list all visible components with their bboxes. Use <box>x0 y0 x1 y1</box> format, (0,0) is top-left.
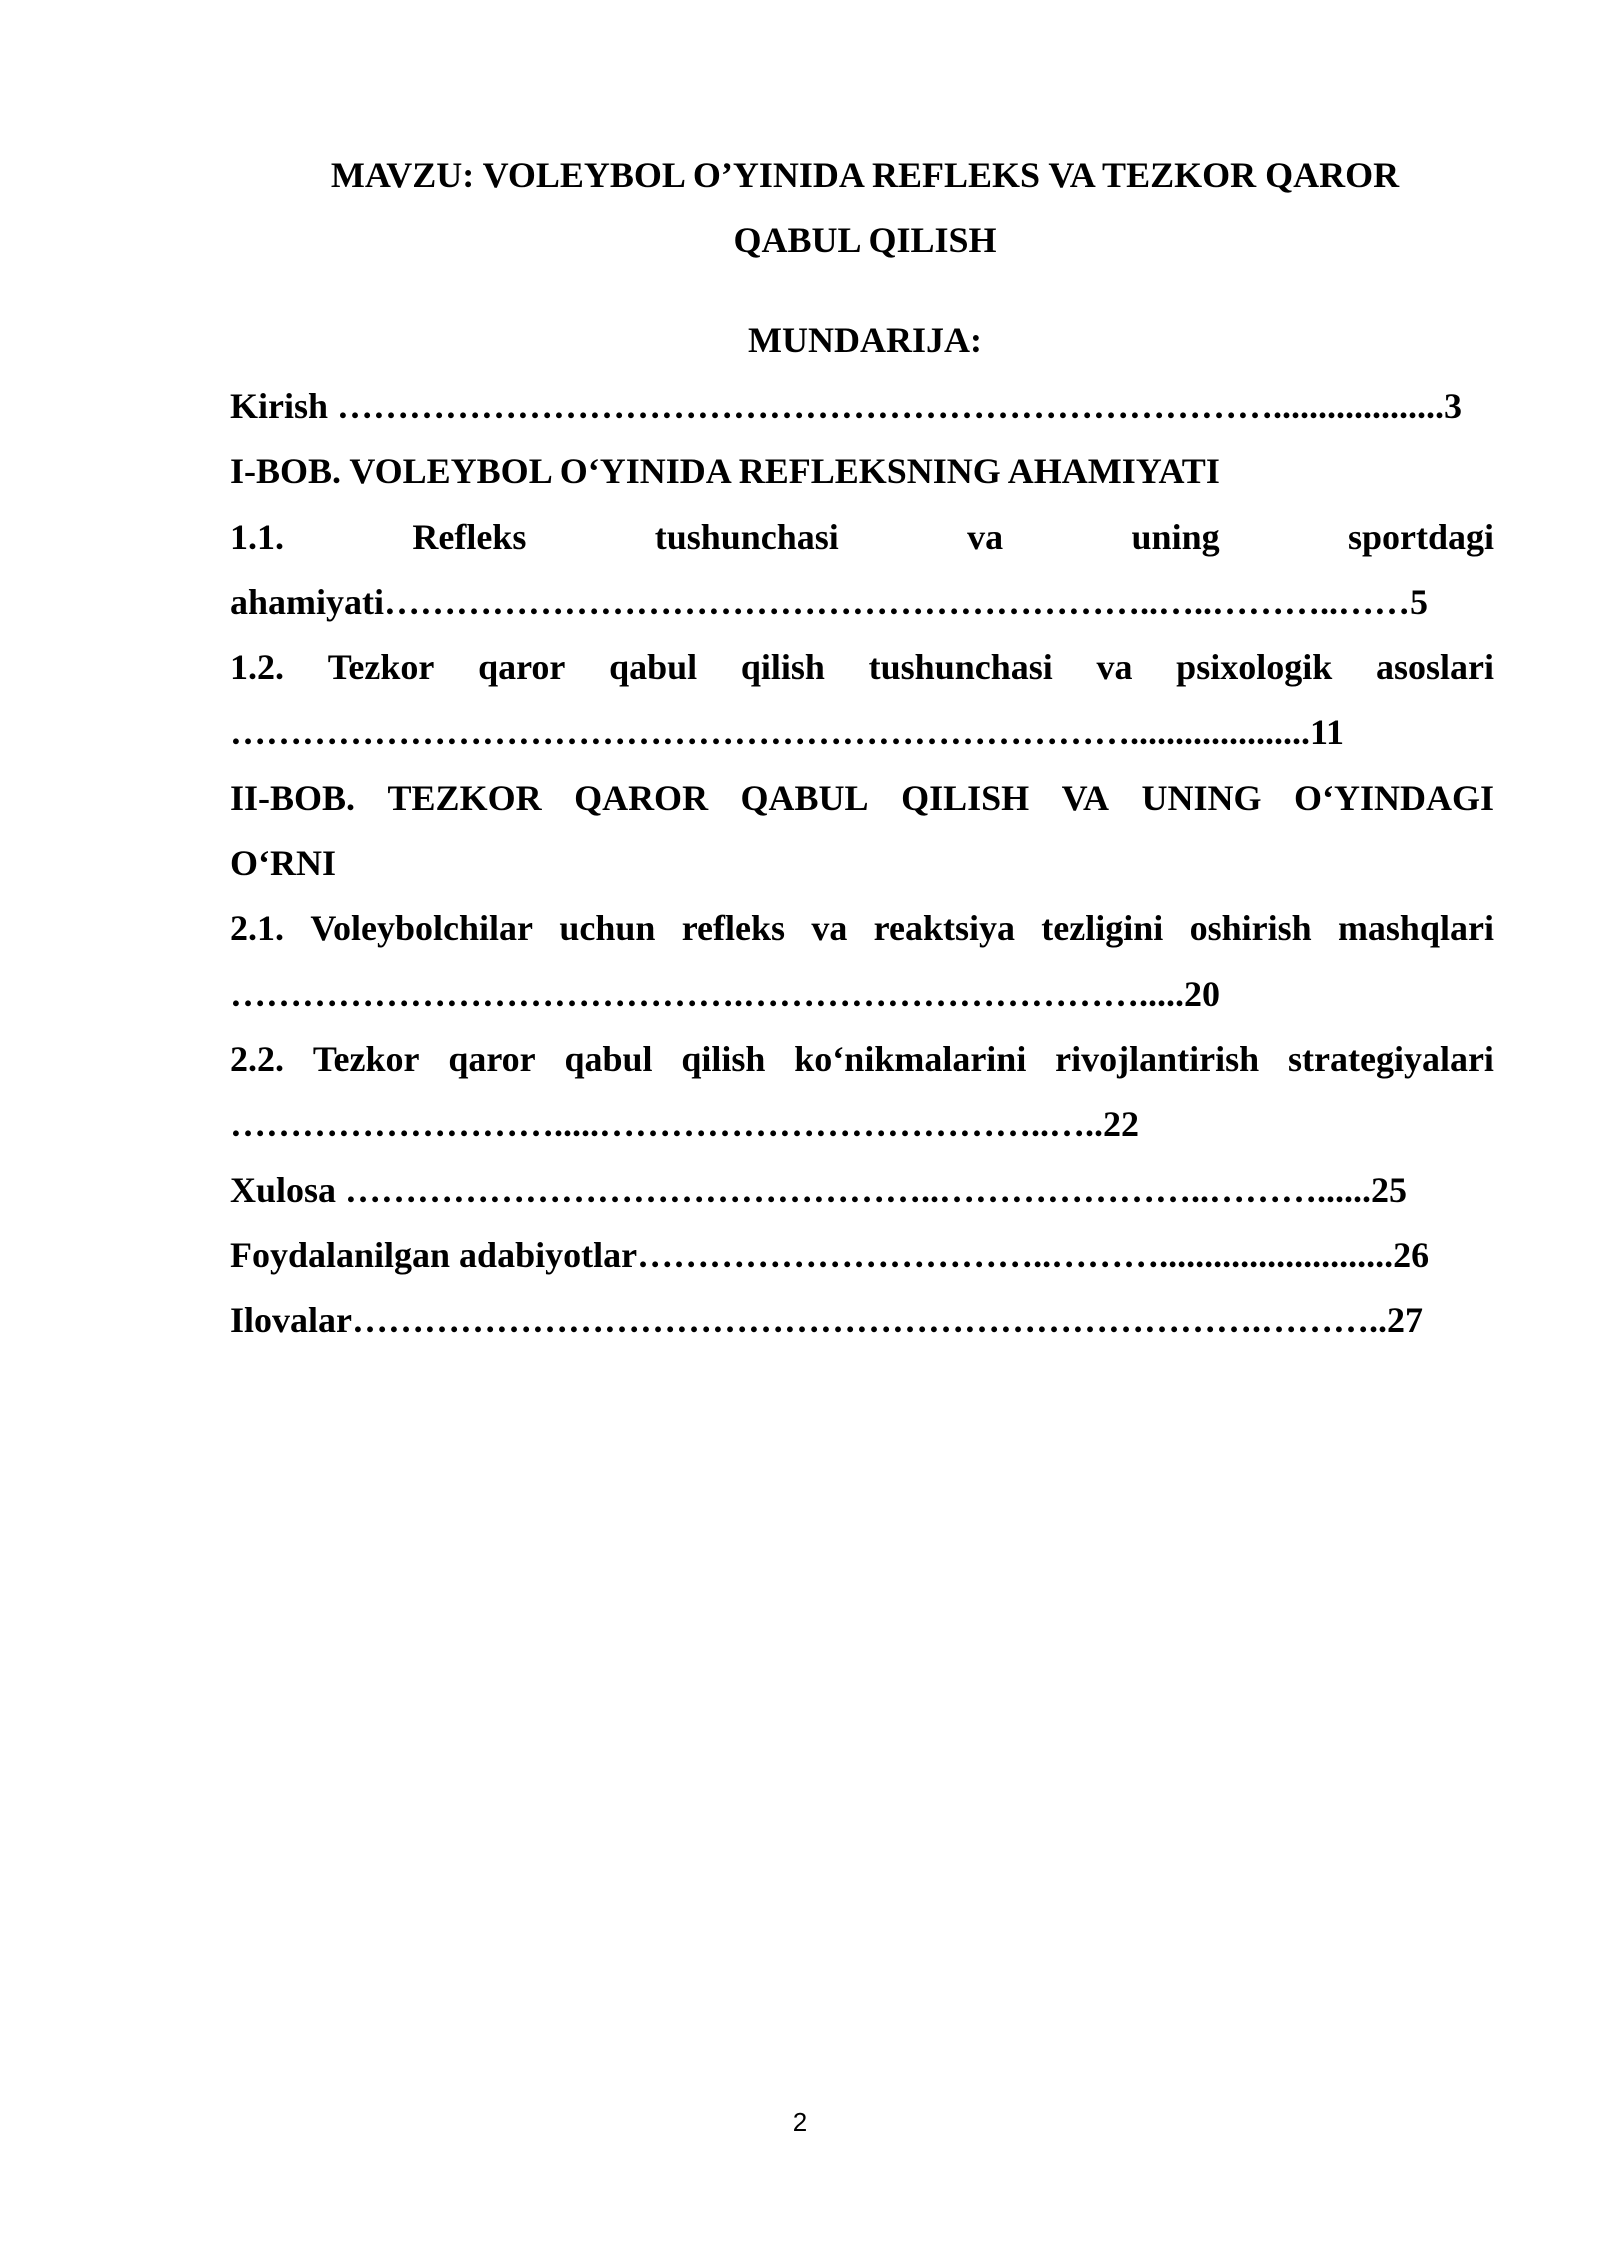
toc-word: 2.2. <box>230 1038 284 1079</box>
toc-word: tezligini <box>1041 908 1164 949</box>
toc-word: refleks <box>681 908 786 949</box>
toc-word: reaktsiya <box>873 908 1015 949</box>
toc-word: TEZKOR <box>387 777 542 818</box>
toc-word: asoslari <box>1375 647 1494 688</box>
title-line-2: QABUL QILISH <box>733 220 997 260</box>
toc-word: QABUL <box>740 777 869 818</box>
toc-chapter-2 <box>230 766 1494 831</box>
toc-word: Tezkor <box>327 647 435 688</box>
toc-entry-xulosa: Xulosa …………………………………………..…………………..………......25 <box>230 1169 1408 1210</box>
toc-entry-kirish: Kirish ……………………………………………………………………...................3 <box>230 386 1463 426</box>
toc-word: va <box>811 908 848 949</box>
toc-entry-ilovalar: Ilovalar………………………………………………………………….………..27 <box>230 1300 1423 1341</box>
page-number: 2 <box>792 2107 808 2137</box>
toc-word: 1.1. <box>230 516 284 557</box>
toc-entry-2-1 <box>230 896 1494 961</box>
toc-word: qilish <box>740 647 825 688</box>
toc-word: ko‘nikmalarini <box>794 1038 1027 1079</box>
toc-word: Voleybolchilar <box>310 908 533 949</box>
toc-entry-2-2 <box>230 1027 1494 1092</box>
toc-word: VA <box>1061 777 1109 818</box>
contents-heading: MUNDARIJA: <box>748 320 982 360</box>
toc-word: psixologik <box>1176 647 1333 688</box>
document-title <box>230 143 1500 273</box>
toc-entry-1-2 <box>230 635 1494 700</box>
toc-entry-1-1-continuation: ahamiyati………………………………………………………..…..………..……5 <box>230 581 1429 622</box>
toc-word: qabul <box>564 1038 653 1079</box>
toc-word: 2.1. <box>230 908 284 949</box>
toc-word: tushunchasi <box>654 516 839 557</box>
toc-word: Refleks <box>412 516 527 557</box>
toc-word: qaror <box>478 647 566 688</box>
toc-word: tushunchasi <box>868 647 1053 688</box>
toc-word: va <box>967 516 1004 557</box>
toc-word: mashqlari <box>1337 908 1494 949</box>
toc-word: oshirish <box>1189 908 1312 949</box>
toc-word: QAROR <box>574 777 709 818</box>
toc-entry-adabiyotlar: Foydalanilgan adabiyotlar……………………………..………..........................26 <box>230 1234 1430 1275</box>
toc-word: rivojlantirish <box>1055 1038 1260 1079</box>
toc-entry-1-1 <box>230 505 1494 570</box>
toc-word: 1.2. <box>230 647 284 688</box>
toc-chapter-2-continuation: O‘RNI <box>230 843 336 884</box>
toc-entry-2-2-continuation: ……………………….....………………………………..…..22 <box>230 1104 1139 1145</box>
toc-word: Tezkor <box>312 1038 420 1079</box>
title-line-1: MAVZU: VOLEYBOL O’YINIDA REFLEKS VA TEZKOR QAROR <box>330 155 1400 195</box>
toc-word: uning <box>1131 516 1220 557</box>
toc-word: II-BOB. <box>230 777 356 818</box>
toc-word: qaror <box>448 1038 536 1079</box>
toc-word: qilish <box>681 1038 766 1079</box>
toc-word: va <box>1096 647 1133 688</box>
toc-chapter-1: I-BOB. VOLEYBOL O‘YINIDA REFLEKSNING AHAMIYATI <box>230 451 1220 492</box>
toc-word: uchun <box>559 908 656 949</box>
toc-word: qabul <box>609 647 698 688</box>
toc-word: QILISH <box>901 777 1030 818</box>
toc-word: UNING <box>1141 777 1262 818</box>
toc-entry-1-2-continuation: …………………………………………………………………....................11 <box>230 712 1345 753</box>
toc-word: O‘YINDAGI <box>1293 777 1494 818</box>
toc-word: strategiyalari <box>1288 1038 1494 1079</box>
table-of-contents <box>230 374 1494 1353</box>
toc-word: sportdagi <box>1347 516 1494 557</box>
toc-entry-2-1-continuation: …………………………………….…………………………….....20 <box>230 973 1220 1014</box>
